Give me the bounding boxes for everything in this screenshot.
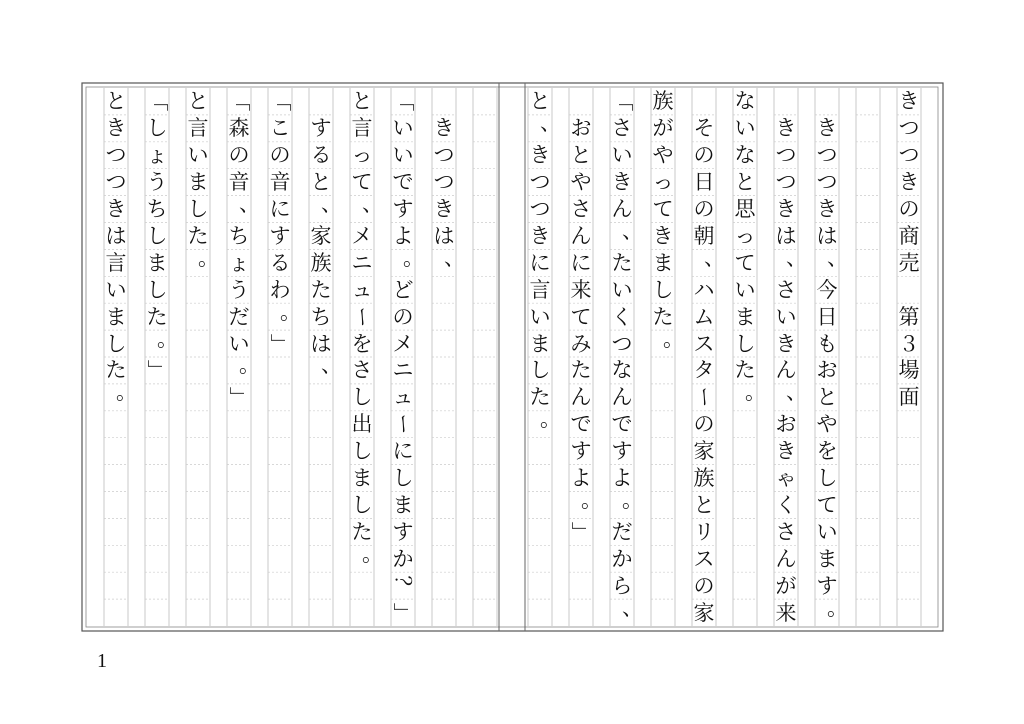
right-page-char: さ bbox=[611, 116, 633, 141]
right-page-char: 。 bbox=[540, 407, 561, 432]
left-page-char: と bbox=[351, 89, 373, 114]
left-page-char: た bbox=[351, 519, 373, 544]
left-page-char: ュ bbox=[351, 277, 373, 302]
right-page-char: き bbox=[775, 197, 797, 222]
left-page-char: 「 bbox=[227, 90, 251, 112]
left-page-char: 」 bbox=[391, 602, 415, 624]
left-page-char: ま bbox=[105, 304, 127, 329]
right-page-char: た bbox=[611, 250, 633, 275]
right-page-char: き bbox=[529, 143, 551, 168]
left-page-char: て bbox=[351, 170, 373, 195]
right-page-char: て bbox=[652, 197, 674, 222]
right-page-char: と bbox=[570, 143, 592, 168]
left-page-char: う bbox=[146, 170, 168, 195]
right-page-char: 商 bbox=[898, 223, 920, 248]
right-page-char: ん bbox=[611, 197, 633, 222]
right-page-char: 。 bbox=[663, 326, 684, 351]
right-page-char: き bbox=[529, 223, 551, 248]
right-page-char: は bbox=[816, 223, 838, 248]
right-page-char: さ bbox=[775, 519, 797, 544]
right-page-char: し bbox=[652, 277, 674, 302]
right-page-char: い bbox=[529, 304, 551, 329]
left-page-char: す bbox=[392, 519, 414, 544]
right-page-char: 場 bbox=[898, 358, 920, 383]
right-page-char: き bbox=[652, 223, 674, 248]
right-page-char: な bbox=[734, 89, 756, 114]
left-page-char: き bbox=[105, 116, 127, 141]
left-page-char: い bbox=[228, 331, 250, 356]
left-page-char: と bbox=[310, 170, 332, 195]
right-page-char: だ bbox=[611, 519, 633, 544]
left-page-char: す bbox=[269, 223, 291, 248]
right-page-char: て bbox=[734, 250, 756, 275]
right-page-char: い bbox=[611, 143, 633, 168]
right-page-char: た bbox=[570, 358, 592, 383]
left-page-char: き bbox=[433, 116, 455, 141]
right-page-char: つ bbox=[898, 143, 920, 168]
right-page-char: か bbox=[611, 546, 633, 571]
left-page-char: た bbox=[105, 358, 127, 383]
right-page-char: さ bbox=[570, 197, 592, 222]
right-page-char: に bbox=[529, 250, 551, 275]
left-page-char: か bbox=[392, 546, 414, 571]
left-page-char: う bbox=[228, 277, 250, 302]
right-page-char: つ bbox=[816, 170, 838, 195]
left-page-char: し bbox=[351, 439, 373, 464]
right-page-char: つ bbox=[775, 143, 797, 168]
left-page-char: の bbox=[392, 304, 414, 329]
left-page-char: で bbox=[392, 170, 414, 195]
left-page-char: つ bbox=[105, 143, 127, 168]
left-page-char: 言 bbox=[187, 116, 209, 141]
right-page-char: ま bbox=[529, 331, 551, 356]
left-page-char: き bbox=[433, 197, 455, 222]
right-page-char: ま bbox=[816, 546, 838, 571]
right-page-char: 第 bbox=[898, 304, 920, 329]
right-page-char: 日 bbox=[693, 170, 715, 195]
right-page-char: さ bbox=[775, 277, 797, 302]
right-page-char: い bbox=[734, 277, 756, 302]
left-page-char: し bbox=[146, 116, 168, 141]
left-page-char: た bbox=[187, 223, 209, 248]
right-page-char: ム bbox=[693, 304, 715, 329]
right-page-char: て bbox=[570, 304, 592, 329]
left-page-char: い bbox=[105, 277, 127, 302]
left-page-char: を bbox=[351, 331, 373, 356]
left-page-char: 出 bbox=[351, 412, 373, 437]
right-page-char: し bbox=[734, 331, 756, 356]
left-page-char: 、 bbox=[239, 192, 260, 217]
right-page-char: 族 bbox=[693, 466, 715, 491]
left-page-char: 、 bbox=[321, 192, 342, 217]
left-page-char: ま bbox=[351, 466, 373, 491]
right-page-char: を bbox=[816, 439, 838, 464]
right-page-char: お bbox=[570, 116, 592, 141]
right-page-char: に bbox=[570, 250, 592, 275]
right-page-char: や bbox=[816, 412, 838, 437]
left-page-char: た bbox=[146, 304, 168, 329]
left-page-char: ー bbox=[350, 306, 374, 328]
right-page-char: と bbox=[816, 385, 838, 410]
right-page-char: き bbox=[775, 116, 797, 141]
left-page-char: い bbox=[392, 116, 414, 141]
right-page-char: 今 bbox=[816, 277, 838, 302]
left-page-char: す bbox=[392, 197, 414, 222]
right-page-char: ん bbox=[775, 546, 797, 571]
right-page-char: み bbox=[570, 331, 592, 356]
left-page-char: し bbox=[146, 277, 168, 302]
left-page-char: わ bbox=[269, 277, 291, 302]
right-page-char: ー bbox=[692, 386, 716, 408]
right-page-char: 。 bbox=[581, 487, 602, 512]
right-page-char: ん bbox=[611, 385, 633, 410]
left-page-char: し bbox=[351, 385, 373, 410]
right-page-char: が bbox=[775, 573, 797, 598]
left-page-char: し bbox=[351, 492, 373, 517]
right-page-char: も bbox=[816, 331, 838, 356]
right-page-char: 」 bbox=[569, 521, 593, 543]
right-page-char: つ bbox=[529, 197, 551, 222]
left-page-char: っ bbox=[351, 143, 373, 168]
right-page-char: の bbox=[693, 412, 715, 437]
right-page-char: で bbox=[611, 412, 633, 437]
right-page-char: く bbox=[611, 304, 633, 329]
left-page-char: 族 bbox=[310, 250, 332, 275]
left-page-char: 、 bbox=[362, 192, 383, 217]
right-page-char: 来 bbox=[570, 277, 592, 302]
left-page-char: い bbox=[187, 143, 209, 168]
left-page-char: と bbox=[187, 89, 209, 114]
left-page-char: の bbox=[228, 143, 250, 168]
left-page-char: る bbox=[310, 143, 332, 168]
right-page-char: す bbox=[611, 439, 633, 464]
right-page-char: 思 bbox=[734, 197, 756, 222]
left-page-char: は bbox=[105, 223, 127, 248]
right-page-char: き bbox=[898, 170, 920, 195]
right-page-char: た bbox=[529, 385, 551, 410]
left-page-char: 。 bbox=[239, 353, 260, 378]
left-page-char: メ bbox=[351, 223, 373, 248]
left-page-char: に bbox=[392, 439, 414, 464]
right-page-char: ん bbox=[570, 223, 592, 248]
right-page-char: の bbox=[898, 197, 920, 222]
right-page-char: 言 bbox=[529, 277, 551, 302]
left-page-char: ち bbox=[146, 197, 168, 222]
left-page-char: メ bbox=[392, 331, 414, 356]
right-page-char: つ bbox=[529, 170, 551, 195]
left-page-char: す bbox=[310, 116, 332, 141]
right-page-char: ん bbox=[570, 385, 592, 410]
right-page-char: つ bbox=[816, 143, 838, 168]
left-page-char: つ bbox=[105, 170, 127, 195]
left-page-char: 「 bbox=[391, 90, 415, 112]
right-page-char: す bbox=[570, 439, 592, 464]
left-page-char: 家 bbox=[310, 223, 332, 248]
right-page-char: リ bbox=[693, 519, 715, 544]
right-page-char: 面 bbox=[898, 385, 920, 410]
right-page-char: お bbox=[775, 412, 797, 437]
right-page-char: き bbox=[775, 331, 797, 356]
right-page-char: ハ bbox=[693, 277, 715, 302]
right-page-char: の bbox=[693, 573, 715, 598]
right-page-char: 、 bbox=[827, 245, 848, 270]
left-page-char: 森 bbox=[228, 116, 250, 141]
left-page-char: 音 bbox=[269, 170, 291, 195]
right-page-char: ま bbox=[734, 304, 756, 329]
right-page-char: そ bbox=[693, 116, 715, 141]
left-page-char: ち bbox=[310, 304, 332, 329]
right-page-char: ん bbox=[775, 358, 797, 383]
right-page-char: と bbox=[529, 89, 551, 114]
left-page-char: ニ bbox=[392, 358, 414, 383]
left-page-char: ュ bbox=[392, 385, 414, 410]
left-page-char: つ bbox=[433, 170, 455, 195]
right-page-char: 。 bbox=[827, 595, 848, 620]
right-page-char: 、 bbox=[540, 111, 561, 136]
left-page-char: し bbox=[392, 466, 414, 491]
right-page-char: お bbox=[816, 358, 838, 383]
right-page-char: い bbox=[816, 519, 838, 544]
right-page-char: 。 bbox=[745, 380, 766, 405]
left-page-char: い bbox=[392, 143, 414, 168]
left-page-char: 、 bbox=[444, 245, 465, 270]
left-page-char: よ bbox=[392, 223, 414, 248]
left-page-char: ど bbox=[392, 277, 414, 302]
left-page-char: き bbox=[105, 197, 127, 222]
left-page-char: 音 bbox=[228, 170, 250, 195]
left-page-char: ま bbox=[392, 492, 414, 517]
right-page-char: て bbox=[816, 492, 838, 517]
right-page-char: ス bbox=[693, 546, 715, 571]
right-page-char: 来 bbox=[775, 600, 797, 625]
right-page-char: し bbox=[529, 358, 551, 383]
left-page-char: ち bbox=[228, 223, 250, 248]
left-page-char: 。 bbox=[362, 541, 383, 566]
left-page-char: ょ bbox=[228, 250, 250, 275]
right-page-char: ３ bbox=[898, 331, 920, 356]
right-page-char: と bbox=[734, 170, 756, 195]
right-page-char: や bbox=[652, 143, 674, 168]
left-page-char: ？ bbox=[391, 575, 415, 597]
left-page-char: 。 bbox=[280, 299, 301, 324]
right-page-char: つ bbox=[775, 170, 797, 195]
right-page-char: 日 bbox=[816, 304, 838, 329]
left-page-char: ま bbox=[187, 170, 209, 195]
right-page-char: と bbox=[693, 492, 715, 517]
left-page-char: 」 bbox=[268, 333, 292, 355]
right-page-char: の bbox=[693, 143, 715, 168]
right-page-char: き bbox=[775, 439, 797, 464]
right-page-char: き bbox=[816, 116, 838, 141]
right-page-char: ス bbox=[693, 331, 715, 356]
left-page-char: に bbox=[269, 197, 291, 222]
left-page-char: 「 bbox=[268, 90, 292, 112]
right-page-char: 、 bbox=[622, 595, 643, 620]
right-page-char: す bbox=[816, 573, 838, 598]
right-page-char: の bbox=[693, 197, 715, 222]
right-page-char: く bbox=[775, 492, 797, 517]
right-page-char: ら bbox=[611, 573, 633, 598]
left-page-char: た bbox=[310, 277, 332, 302]
right-page-char: ゃ bbox=[775, 466, 797, 491]
left-page-char: さ bbox=[351, 358, 373, 383]
right-page-char: き bbox=[898, 89, 920, 114]
right-page-char: き bbox=[816, 197, 838, 222]
right-page-char: い bbox=[611, 277, 633, 302]
right-page-char: い bbox=[775, 304, 797, 329]
right-page-char: し bbox=[816, 466, 838, 491]
right-page-char: 朝 bbox=[693, 223, 715, 248]
right-page-char: や bbox=[570, 170, 592, 195]
left-page-char: 言 bbox=[105, 250, 127, 275]
right-page-char: た bbox=[652, 304, 674, 329]
left-page-char: し bbox=[146, 223, 168, 248]
left-page-char: ま bbox=[146, 250, 168, 275]
left-page-char: ー bbox=[391, 413, 415, 435]
left-page-char: る bbox=[269, 250, 291, 275]
right-page-char: な bbox=[734, 143, 756, 168]
right-page-char: 家 bbox=[693, 439, 715, 464]
right-page-char: っ bbox=[652, 170, 674, 195]
right-page-char: 族 bbox=[652, 89, 674, 114]
left-page-char: と bbox=[105, 89, 127, 114]
left-page-char: だ bbox=[228, 304, 250, 329]
right-page-char: 、 bbox=[704, 245, 725, 270]
left-page-char: 言 bbox=[351, 116, 373, 141]
right-page-char: 「 bbox=[610, 90, 634, 112]
left-page-char: 。 bbox=[403, 245, 424, 270]
right-page-char: は bbox=[775, 223, 797, 248]
page-number: 1 bbox=[97, 650, 107, 672]
left-page-char: こ bbox=[269, 116, 291, 141]
right-page-char: な bbox=[611, 358, 633, 383]
left-page-char: 。 bbox=[198, 245, 219, 270]
right-page-char: つ bbox=[611, 331, 633, 356]
right-page-char: た bbox=[734, 358, 756, 383]
left-page-char: 」 bbox=[145, 359, 169, 381]
left-page-char: の bbox=[269, 143, 291, 168]
right-page-char: い bbox=[734, 116, 756, 141]
left-page-char: 、 bbox=[321, 353, 342, 378]
left-page-char: ょ bbox=[146, 143, 168, 168]
right-page-char: が bbox=[652, 116, 674, 141]
right-page-char: き bbox=[611, 170, 633, 195]
right-page-char: ま bbox=[652, 250, 674, 275]
right-page-char: つ bbox=[898, 116, 920, 141]
right-page-char: で bbox=[570, 412, 592, 437]
left-page-char: ニ bbox=[351, 250, 373, 275]
right-page-char: 、 bbox=[622, 218, 643, 243]
left-page-char: は bbox=[433, 223, 455, 248]
right-page-char: 、 bbox=[786, 380, 807, 405]
left-page-char: 「 bbox=[145, 90, 169, 112]
left-page-char: は bbox=[310, 331, 332, 356]
left-page-char: つ bbox=[433, 143, 455, 168]
left-page-char: 。 bbox=[116, 380, 137, 405]
right-page-char: よ bbox=[570, 466, 592, 491]
left-page-char: 。 bbox=[157, 326, 178, 351]
right-page-char: 家 bbox=[693, 600, 715, 625]
right-page-char: 、 bbox=[786, 245, 807, 270]
right-page-char: 売 bbox=[898, 250, 920, 275]
right-page-char: よ bbox=[611, 466, 633, 491]
right-page-char: タ bbox=[693, 358, 715, 383]
left-page-char: し bbox=[105, 331, 127, 356]
right-page-char: 。 bbox=[622, 487, 643, 512]
left-page-char: 」 bbox=[227, 386, 251, 408]
left-page-char: し bbox=[187, 197, 209, 222]
right-page-char: っ bbox=[734, 223, 756, 248]
